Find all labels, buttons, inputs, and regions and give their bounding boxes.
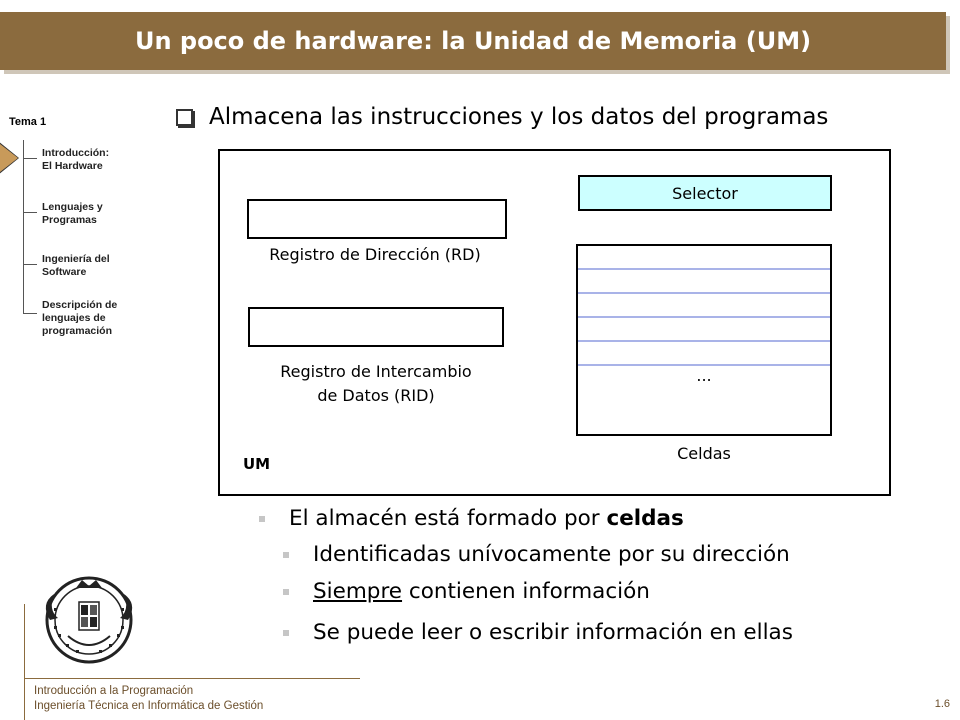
sidebar-item-hardware[interactable]: Introducción: El Hardware xyxy=(42,147,110,172)
sidebar-item-ingenieria[interactable]: Ingeniería del Software xyxy=(42,253,110,278)
square-bullet-icon xyxy=(283,630,289,636)
bullet-4 xyxy=(283,620,793,645)
um-label: UM xyxy=(243,455,271,473)
sidebar-line xyxy=(23,140,24,314)
sidebar-tick xyxy=(23,264,37,265)
square-bullet-icon xyxy=(283,589,289,595)
bullet-2 xyxy=(283,542,790,567)
square-bullet-icon xyxy=(259,516,265,522)
bullet-3 xyxy=(283,579,650,604)
rid-register-box xyxy=(248,307,504,347)
cell-divider xyxy=(578,292,830,294)
sidebar-tick xyxy=(23,158,37,159)
bullet-2-text: Identificadas unívocamente por su dirección xyxy=(313,542,790,567)
page-number: 1.6 xyxy=(934,698,950,710)
sidebar-tema-label: Tema 1 xyxy=(9,116,47,128)
sidebar-tick xyxy=(23,313,37,314)
footer-horizontal-line xyxy=(24,678,360,679)
footer-degree: Ingeniería Técnica en Informática de Gestión xyxy=(34,700,264,712)
cell-divider xyxy=(578,316,830,318)
rd-label: Registro de Dirección (RD) xyxy=(269,245,481,264)
sidebar-item-descripcion[interactable]: Descripción de lenguajes de programación xyxy=(42,299,118,337)
bullet-3-text: Siempre contienen información xyxy=(313,579,650,604)
main-bullet xyxy=(176,104,828,130)
footer-course: Introducción a la Programación xyxy=(34,685,194,697)
selector-box: Selector xyxy=(578,175,832,211)
bullet-1-text: El almacén está formado por celdas xyxy=(289,506,684,531)
cell-divider xyxy=(578,340,830,342)
cells-ellipsis: ... xyxy=(696,366,712,385)
checkbox-bullet-icon xyxy=(176,109,193,126)
bullet-4-text: Se puede leer o escribir información en ellas xyxy=(313,620,793,645)
footer-vertical-line xyxy=(24,604,25,720)
cells-box xyxy=(576,244,832,436)
rid-label-line1: Registro de Intercambio xyxy=(280,362,472,381)
sidebar-item-lenguajes[interactable]: Lenguajes y Programas xyxy=(42,201,103,226)
bullet-1 xyxy=(259,506,684,531)
rid-label-line2: de Datos (RID) xyxy=(317,386,435,405)
main-bullet-text: Almacena las instrucciones y los datos del programas xyxy=(209,104,829,130)
cells-label: Celdas xyxy=(677,444,731,463)
slide-title: Un poco de hardware: la Unidad de Memoria (UM) xyxy=(134,27,812,55)
rd-register-box xyxy=(247,199,507,239)
title-bar xyxy=(0,12,946,70)
university-seal-icon xyxy=(30,574,148,666)
square-bullet-icon xyxy=(283,552,289,558)
sidebar-tick xyxy=(23,212,37,213)
footer xyxy=(34,684,263,714)
cell-divider xyxy=(578,268,830,270)
sidebar-current-marker xyxy=(0,144,18,172)
